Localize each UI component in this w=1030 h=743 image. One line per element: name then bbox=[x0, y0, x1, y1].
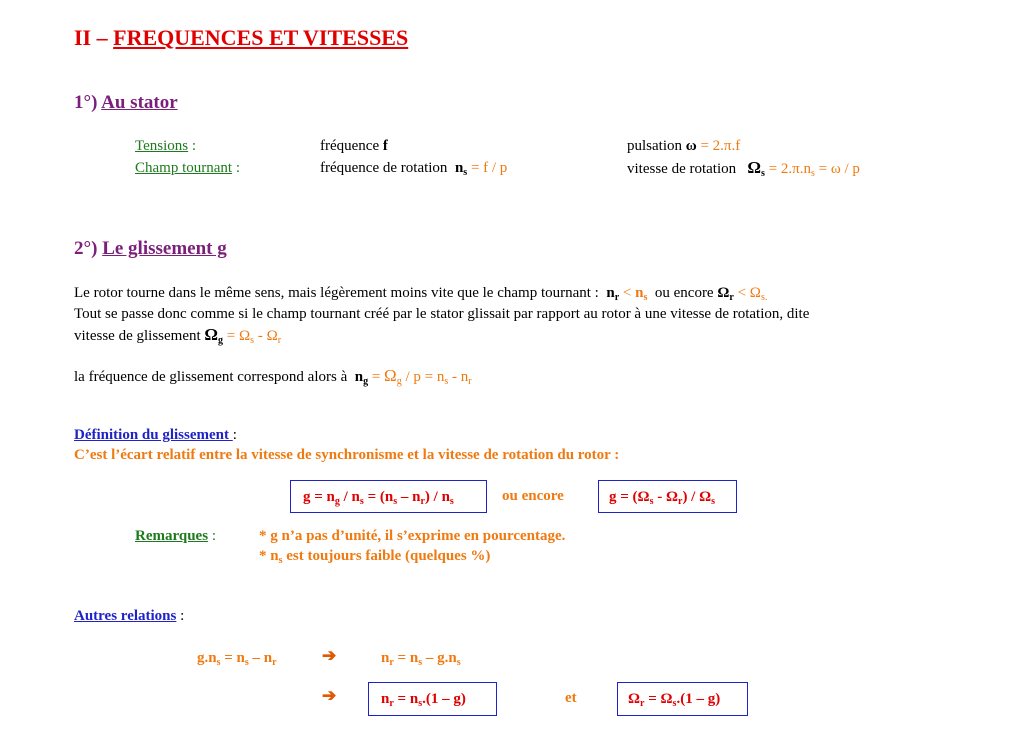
less-than: < bbox=[622, 285, 632, 301]
omega-cap-symbol: Ω bbox=[239, 328, 251, 344]
r-subscript: r bbox=[729, 292, 734, 303]
box3-b: = n bbox=[393, 691, 419, 707]
s-subscript: s bbox=[761, 168, 765, 179]
rotor-omega-formula bbox=[628, 690, 720, 708]
tensions-puls-expr: = 2.π.f bbox=[700, 138, 741, 154]
r-subscript: r bbox=[389, 657, 394, 668]
right-arrow-icon: ➔ bbox=[322, 686, 337, 705]
box4-b: = bbox=[644, 691, 661, 707]
omega-cap-symbol: Ω bbox=[699, 489, 712, 505]
rel2-b: = n bbox=[393, 650, 419, 666]
f2-part-c: ) / bbox=[682, 489, 700, 505]
omega-cap-symbol: Ω bbox=[660, 691, 673, 707]
rotor-speed-box bbox=[368, 682, 497, 716]
s-subscript: s bbox=[711, 496, 716, 507]
tensions-frequency bbox=[320, 137, 388, 155]
autres-relations-label bbox=[74, 607, 184, 625]
omega-cap-symbol: Ω bbox=[637, 489, 650, 505]
relation-2 bbox=[381, 649, 461, 667]
remarques-label bbox=[135, 527, 216, 545]
box4-c: .(1 – g) bbox=[676, 691, 721, 707]
tensions-label bbox=[135, 137, 196, 155]
r-subscript: r bbox=[389, 698, 394, 709]
champ-label-text: Champ tournant bbox=[135, 160, 233, 176]
freq-gliss-line bbox=[74, 367, 472, 386]
champ-freq-text: fréquence de rotation bbox=[320, 160, 448, 176]
f1-part-a: g = n bbox=[303, 489, 335, 505]
right-arrow-icon: ➔ bbox=[322, 646, 337, 665]
freq-gliss-text: la fréquence de glissement correspond alors à bbox=[74, 369, 348, 385]
para-l1-text: Le rotor tourne dans le même sens, mais légèrement moins vite que le champ tournant : bbox=[74, 285, 599, 301]
box3-c: .(1 – g) bbox=[422, 691, 466, 707]
f1-part-c: = (n bbox=[363, 489, 394, 505]
slip-omega-formula-box bbox=[598, 480, 737, 513]
section-2-title: Le glissement g bbox=[102, 238, 227, 259]
r2-part-a: * n bbox=[259, 548, 279, 564]
s-subscript: s bbox=[449, 496, 454, 507]
s-subscript: s bbox=[649, 496, 654, 507]
f2-part-b: - bbox=[653, 489, 666, 505]
n-symbol: n bbox=[606, 285, 615, 301]
slip-formula-box bbox=[290, 480, 487, 513]
tensions-label-text: Tensions bbox=[135, 138, 189, 154]
s-subscript: s bbox=[393, 496, 398, 507]
tensions-colon: : bbox=[188, 138, 197, 154]
g-subscript: g bbox=[363, 376, 369, 387]
r-subscript: r bbox=[277, 335, 282, 346]
champ-vit-expr2: = ω / p bbox=[818, 161, 860, 177]
champ-vitesse bbox=[627, 159, 860, 178]
s-subscript: s bbox=[418, 698, 423, 709]
relation-1 bbox=[197, 649, 277, 667]
autres-colon: : bbox=[176, 608, 185, 624]
s-subscript: s bbox=[278, 555, 283, 566]
minus-n: - n bbox=[451, 369, 469, 385]
r-subscript: r bbox=[640, 698, 645, 709]
s-subscript: s bbox=[216, 657, 221, 668]
s-subscript: s. bbox=[760, 292, 768, 303]
f1-part-d: – n bbox=[397, 489, 421, 505]
section-1-title: Au stator bbox=[101, 92, 178, 113]
paragraph-line-2: Tout se passe donc comme si le champ tournant créé par le stator glissait par rapport au rotor à une vitesse de rotation, dite bbox=[74, 306, 810, 322]
rel1-b: = n bbox=[220, 650, 245, 666]
f1-part-b: / n bbox=[339, 489, 360, 505]
omega-cap-symbol: Ω bbox=[204, 325, 219, 344]
ou-encore-label: ou encore bbox=[502, 488, 564, 504]
rel1-a: g.n bbox=[197, 650, 217, 666]
s-subscript: s bbox=[810, 168, 815, 179]
s-subscript: s bbox=[444, 376, 449, 387]
section-2-number: 2°) bbox=[74, 238, 98, 259]
less-than: < bbox=[737, 285, 747, 301]
s-subscript: s bbox=[418, 657, 423, 668]
equals: = bbox=[371, 369, 381, 385]
tensions-freq-text: fréquence bbox=[320, 138, 380, 154]
definition-colon: : bbox=[232, 427, 237, 443]
ou-encore-text: ou encore bbox=[654, 285, 714, 301]
tensions-freq-symbol: f bbox=[382, 138, 388, 154]
f2-part-a: g = ( bbox=[609, 489, 638, 505]
f1-part-e: ) / n bbox=[424, 489, 450, 505]
r-subscript: r bbox=[677, 496, 683, 507]
g-subscript: g bbox=[396, 376, 402, 387]
title-text: FREQUENCES ET VITESSES bbox=[113, 25, 409, 50]
r-subscript: r bbox=[420, 496, 425, 507]
champ-colon: : bbox=[232, 160, 240, 176]
box3-a: n bbox=[381, 691, 390, 707]
et-label: et bbox=[565, 690, 577, 706]
champ-tournant-label bbox=[135, 159, 240, 177]
g-subscript: g bbox=[218, 335, 224, 346]
remarques-label-text: Remarques bbox=[135, 528, 209, 544]
r-subscript: r bbox=[468, 376, 472, 387]
s-subscript: s bbox=[250, 335, 255, 346]
omega-cap-symbol: Ω bbox=[665, 489, 678, 505]
para-l3-text: vitesse de glissement bbox=[74, 328, 201, 344]
omega-cap-symbol: Ω bbox=[384, 366, 397, 385]
remarques-colon: : bbox=[208, 528, 216, 544]
s-subscript: s bbox=[643, 292, 648, 303]
rel2-c: – g.n bbox=[422, 650, 457, 666]
slip-formula bbox=[303, 488, 454, 506]
rotor-speed-formula bbox=[381, 690, 466, 708]
slip-omega-formula bbox=[609, 488, 715, 506]
minus: - bbox=[257, 328, 263, 344]
equals: = bbox=[226, 328, 236, 344]
s-subscript: s bbox=[359, 496, 364, 507]
s-subscript: s bbox=[456, 657, 461, 668]
g-subscript: g bbox=[334, 496, 340, 507]
omega-cap-symbol: Ω bbox=[266, 328, 278, 344]
r-subscript: r bbox=[272, 657, 277, 668]
section-2-heading bbox=[74, 238, 227, 260]
champ-vit-text: vitesse de rotation bbox=[627, 161, 737, 177]
definition-label-text: Définition du glissement bbox=[74, 427, 233, 443]
s-subscript: s bbox=[244, 657, 249, 668]
n-symbol: n bbox=[635, 285, 644, 301]
n-symbol: n bbox=[454, 160, 464, 176]
remarque-2 bbox=[259, 547, 490, 565]
s-subscript: s bbox=[463, 167, 468, 178]
omega-cap-symbol: Ω bbox=[749, 285, 761, 301]
n-symbol: n bbox=[354, 369, 364, 385]
section-1-heading bbox=[74, 92, 178, 114]
champ-frequency bbox=[320, 159, 507, 177]
paragraph-line-1 bbox=[74, 284, 767, 302]
rel2-a: n bbox=[381, 650, 390, 666]
tensions-puls-text: pulsation bbox=[627, 138, 682, 154]
freq-gliss-rest: / p = n bbox=[405, 369, 445, 385]
definition-text: C’est l’écart relatif entre la vitesse de synchronisme et la vitesse de rotation du rotor : bbox=[74, 447, 620, 463]
remarque-1: * g n’a pas d’unité, il s’exprime en pourcentage. bbox=[259, 528, 566, 544]
autres-label-text: Autres relations bbox=[74, 608, 177, 624]
rotor-omega-box bbox=[617, 682, 748, 716]
tensions-pulsation bbox=[627, 137, 740, 155]
omega-symbol: ω bbox=[685, 138, 697, 154]
page-title bbox=[74, 25, 408, 51]
omega-cap-symbol: Ω bbox=[717, 285, 730, 301]
s-subscript: s bbox=[672, 698, 677, 709]
champ-freq-expr: = f / p bbox=[470, 160, 508, 176]
title-number: II – bbox=[74, 25, 108, 50]
omega-cap-symbol: Ω bbox=[747, 158, 762, 177]
rel1-c: – n bbox=[248, 650, 273, 666]
section-1-number: 1°) bbox=[74, 92, 98, 113]
paragraph-line-3 bbox=[74, 326, 281, 345]
champ-vit-expr1: = 2.π.n bbox=[768, 161, 811, 177]
omega-cap-symbol: Ω bbox=[628, 691, 641, 707]
definition-label bbox=[74, 426, 237, 444]
r-subscript: r bbox=[614, 292, 620, 303]
r2-part-b: est toujours faible (quelques %) bbox=[282, 548, 491, 564]
